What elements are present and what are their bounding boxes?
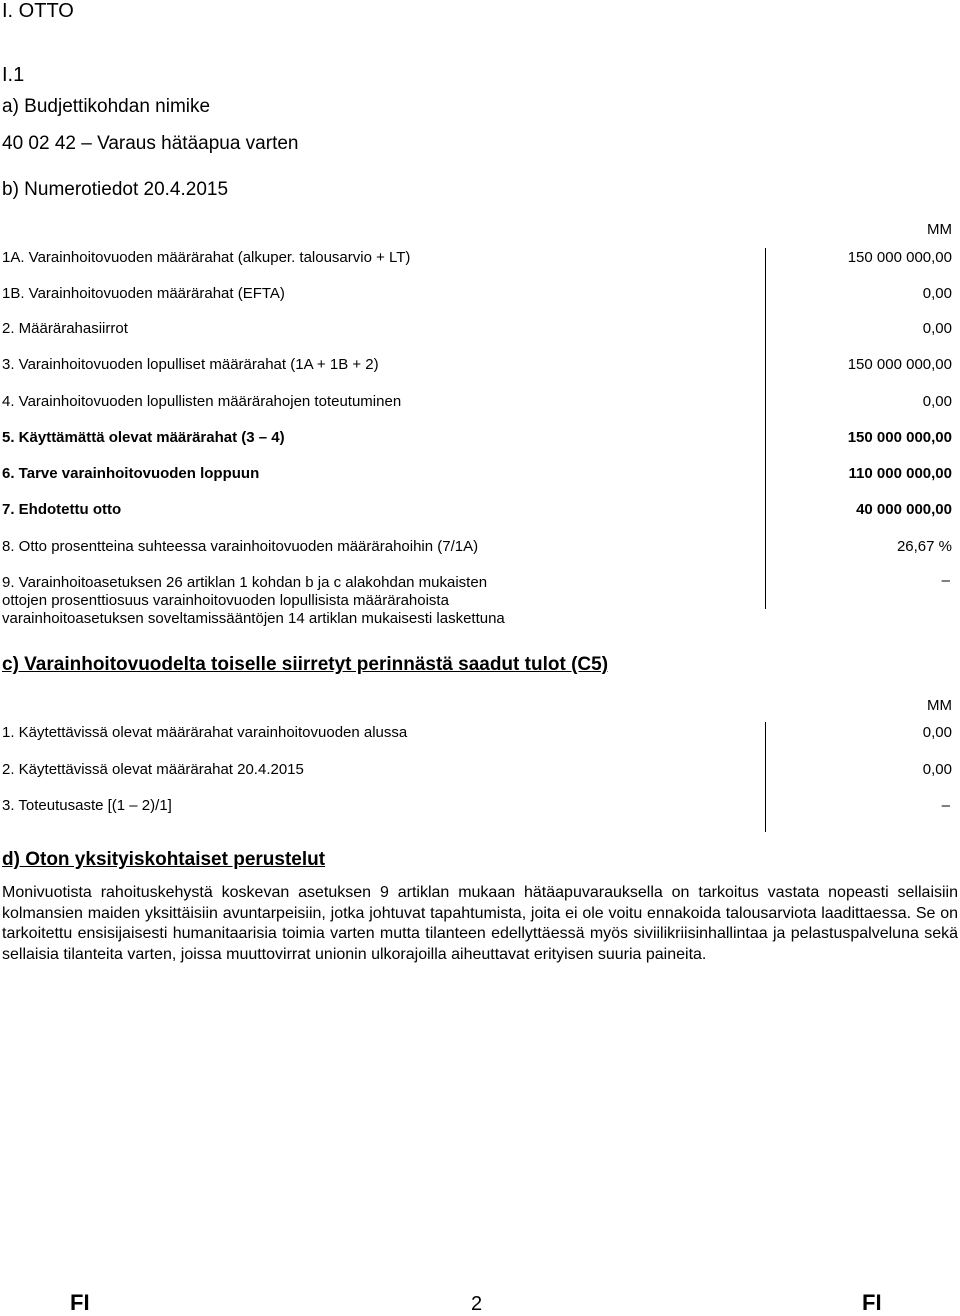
unit-label: MM — [927, 221, 952, 238]
table-row-value: 0,00 — [922, 724, 952, 741]
justification-paragraph: Monivuotista rahoituskehystä koskevan asetuksen 9 artiklan mukaan hätäapuvarauksella on tarkoitus vastata nopeasti sellaisiin kolmansien maiden yksittäisiin avuntarpeisiin, jotka johtuvat tapahtumista, joita ei ole voitu ennakoida talousarviota laadittaessa. Se on tarkoitettu ensisijaisesti humanitaarisia toimia varten mutta tilanteen edellyttäessä myös siviilikriisinhallintaa ja pelastuspalveluna sekä sellaisia tilanteita varten, joissa muuttovirrat unionin ulkorajoilla aiheuttavat erityisen suuria paineita. — [2, 884, 958, 963]
table-row-label: 6. Tarve varainhoitovuoden loppuun — [2, 465, 260, 482]
table-row-value: – — [941, 572, 950, 589]
column-divider — [765, 722, 766, 832]
budget-item-name: 40 02 42 – Varaus hätäapua varten — [2, 133, 299, 154]
table-row-value: 110 000 000,00 — [848, 465, 952, 482]
table-row-label: 1. Käytettävissä olevat määrärahat varainhoitovuoden alussa — [2, 724, 408, 741]
table-row-value: 40 000 000,00 — [856, 501, 952, 518]
section-number: I.1 — [2, 64, 25, 86]
column-divider — [765, 248, 766, 609]
table-row-label: 1B. Varainhoitovuoden määrärahat (EFTA) — [2, 285, 285, 302]
table-row-value: 0,00 — [922, 761, 952, 778]
table-row-value: – — [941, 797, 950, 814]
table-row-value: 150 000 000,00 — [847, 429, 952, 446]
table-row-label: 3. Toteutusaste [(1 – 2)/1] — [2, 797, 172, 814]
table-row-label: 2. Käytettävissä olevat määrärahat 20.4.2015 — [2, 761, 304, 778]
table-row-value: 0,00 — [922, 285, 952, 302]
table-row-label: 5. Käyttämättä olevat määrärahat (3 – 4) — [2, 429, 285, 446]
table-row-value: 150 000 000,00 — [847, 249, 952, 266]
section-c-heading: c) Varainhoitovuodelta toiselle siirretyt perinnästä saadut tulot (C5) — [2, 654, 609, 675]
table-row-label: 2. Määrärahasiirrot — [2, 320, 128, 337]
document-title: I. OTTO — [2, 0, 74, 22]
section-b-heading: b) Numerotiedot 20.4.2015 — [2, 179, 229, 200]
table-row-label: 1A. Varainhoitovuoden määrärahat (alkuper. talousarvio + LT) — [2, 249, 411, 266]
footer-language-right: FI — [862, 1290, 882, 1315]
table-row-label: 7. Ehdotettu otto — [2, 501, 122, 518]
table-row-value: 150 000 000,00 — [847, 356, 952, 373]
footer-language-left: FI — [70, 1290, 90, 1315]
unit-label: MM — [927, 697, 952, 714]
table-row-label: 3. Varainhoitovuoden lopulliset määrärahat (1A + 1B + 2) — [2, 356, 379, 373]
table-row-9-line: varainhoitoasetuksen soveltamissääntöjen 14 artiklan mukaisesti laskettuna — [2, 610, 505, 627]
table-row-value: 26,67 % — [896, 538, 952, 555]
table-row-9-line: ottojen prosenttiosuus varainhoitovuoden lopullisista määrärahoista — [2, 592, 449, 609]
table-row-label: 8. Otto prosentteina suhteessa varainhoitovuoden määrärahoihin (7/1A) — [2, 538, 479, 555]
table-row-label: 4. Varainhoitovuoden lopullisten määrärahojen toteutuminen — [2, 393, 402, 410]
section-d-heading: d) Oton yksityiskohtaiset perustelut — [2, 849, 326, 870]
section-a-heading: a) Budjettikohdan nimike — [2, 96, 211, 117]
table-row-value: 0,00 — [922, 320, 952, 337]
table-row-value: 0,00 — [922, 393, 952, 410]
page-number: 2 — [471, 1293, 483, 1315]
table-row-9-line: 9. Varainhoitoasetuksen 26 artiklan 1 kohdan b ja c alakohdan mukaisten — [2, 574, 488, 591]
